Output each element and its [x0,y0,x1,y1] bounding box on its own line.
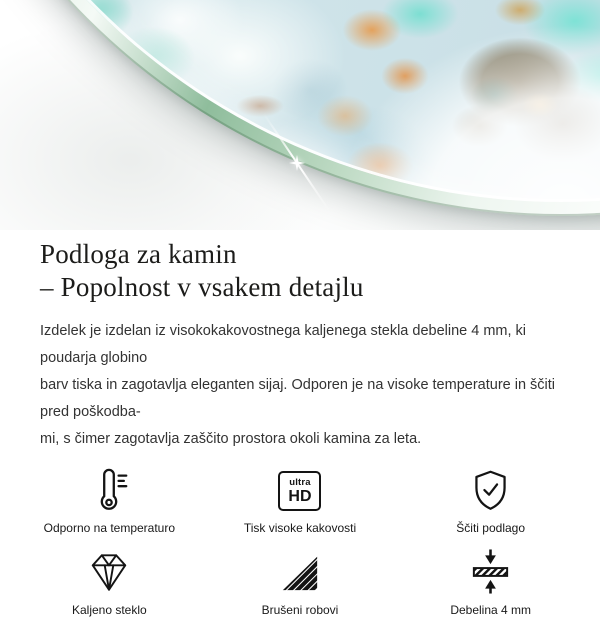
shield-check-icon [468,465,513,513]
description-line: mi, s čimer zagotavlja zaščito prostora okoli kamina za leta. [40,431,422,447]
description-line: Izdelek je izdelan iz visokokakovostnega kaljenega stekla debeline 4 mm, ki poudarja globino [40,323,527,366]
feature-label: Odporno na temperaturo [43,521,176,535]
feature-protects-floor [395,465,586,535]
feature-print-quality [205,465,396,535]
product-description [40,318,560,453]
page-title-line2: – Popolnost v vsakem detajlu [40,272,364,302]
marble-artwork [0,0,600,202]
ultra-hd-text-top: ultra [289,476,311,488]
feature-grid [0,465,600,617]
sparkle-icon [289,155,305,171]
feature-polished-edges [205,547,396,617]
feature-thickness [395,547,586,617]
thickness-icon [467,547,514,595]
brushed-edges-icon [280,547,320,595]
page-title-line1: Podloga za kamin [40,239,237,269]
feature-tempered-glass [14,547,205,617]
feature-label: Ščiti podlago [456,521,526,535]
feature-temperature [14,465,205,535]
feature-label: Tisk visoke kakovosti [243,521,357,535]
thermometer-icon [86,465,132,513]
feature-label: Debelina 4 mm [450,603,532,617]
ultra-hd-icon [278,465,321,513]
ultra-hd-text-bottom: HD [288,487,312,505]
diamond-icon [86,547,132,595]
feature-label: Brušeni robovi [261,603,339,617]
description-line: barv tiska in zagotavlja eleganten sijaj. Odporen je na visoke temperature in ščiti pred poškodba- [40,377,556,420]
product-photo [0,0,600,230]
page-title [40,238,560,304]
feature-label: Kaljeno steklo [71,603,147,617]
